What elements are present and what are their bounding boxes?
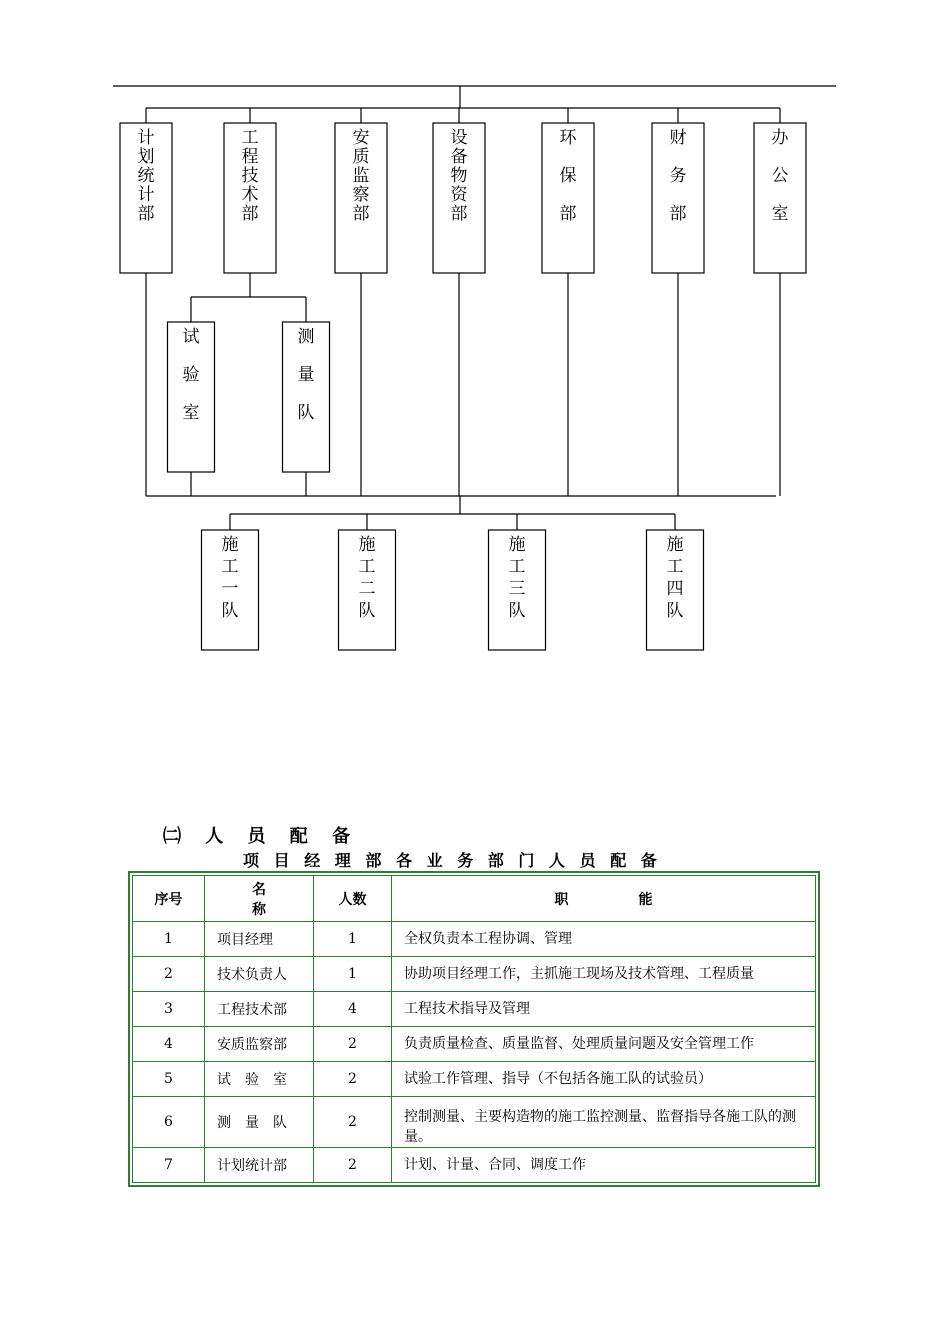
row-duty xyxy=(392,1097,816,1148)
dept-box xyxy=(120,123,172,273)
row-duty-text: 控制测量、主要构造物的施工监控测量、监督指导各施工队的测量。 xyxy=(404,1108,796,1146)
header-duty: 职 能 xyxy=(392,876,816,922)
table-row xyxy=(133,1062,816,1097)
table-row xyxy=(133,922,816,957)
dept-box xyxy=(224,123,276,273)
row-count: 4 xyxy=(314,992,392,1027)
staffing-table-frame xyxy=(128,871,820,1187)
row-duty xyxy=(392,1147,816,1182)
dept-box-label: 安质监察部 xyxy=(352,128,370,224)
table-body xyxy=(133,922,816,1183)
row-count: 1 xyxy=(314,957,392,992)
row-duty-text: 计划、计量、合同、调度工作 xyxy=(404,1156,586,1173)
row-no: 2 xyxy=(133,957,205,992)
dept-box xyxy=(652,123,704,273)
table-header-row xyxy=(133,876,816,922)
dept-box-label: 环保部 xyxy=(559,128,577,224)
section-title: ㈡ 人 员 配 备 xyxy=(163,826,360,847)
team-box xyxy=(339,530,396,650)
dept-box xyxy=(433,123,485,273)
row-name: 工程技术部 xyxy=(205,992,314,1027)
row-name: 技术负责人 xyxy=(205,957,314,992)
header-name-bottom: 称 xyxy=(252,901,266,918)
dept-box-label: 计划统计部 xyxy=(137,128,155,224)
team-box xyxy=(489,530,546,650)
sub-unit-box xyxy=(283,322,330,472)
row-count: 1 xyxy=(314,922,392,957)
table-row xyxy=(133,1097,816,1148)
row-name: 项目经理 xyxy=(205,922,314,957)
team-box-label: 施工四队 xyxy=(666,535,684,621)
table-row xyxy=(133,1147,816,1182)
dept-box-label: 设备物资部 xyxy=(450,128,468,224)
row-no: 4 xyxy=(133,1027,205,1062)
header-no: 序号 xyxy=(133,876,205,922)
staffing-table xyxy=(132,875,816,1183)
dept-box-label: 财务部 xyxy=(669,128,687,224)
row-duty-text: 试验工作管理、指导（不包括各施工队的试验员） xyxy=(404,1070,712,1087)
dept-box xyxy=(335,123,387,273)
table-row xyxy=(133,992,816,1027)
row-name: 安质监察部 xyxy=(205,1027,314,1062)
sub-unit-box-label: 试验室 xyxy=(182,327,200,423)
row-name: 计划统计部 xyxy=(205,1147,314,1182)
row-count: 2 xyxy=(314,1027,392,1062)
header-name-top: 名 xyxy=(252,881,266,898)
team-box-label: 施工三队 xyxy=(508,535,526,621)
table-caption: 项目经理部各业务部门人员配备 xyxy=(243,851,672,870)
row-name: 试 验 室 xyxy=(205,1062,314,1097)
dept-box xyxy=(542,123,594,273)
row-duty xyxy=(392,992,816,1027)
dept-box-label: 办公室 xyxy=(771,128,789,224)
row-duty xyxy=(392,1027,816,1062)
sub-unit-box xyxy=(168,322,215,472)
dept-box-label: 工程技术部 xyxy=(241,128,259,224)
row-no: 7 xyxy=(133,1147,205,1182)
row-no: 3 xyxy=(133,992,205,1027)
row-duty xyxy=(392,957,816,992)
sub-unit-box-label: 测量队 xyxy=(297,327,315,423)
row-count: 2 xyxy=(314,1147,392,1182)
team-box xyxy=(202,530,259,650)
row-name: 测 量 队 xyxy=(205,1097,314,1148)
team-box-label: 施工二队 xyxy=(358,535,376,621)
table-row xyxy=(133,1027,816,1062)
row-duty-text: 工程技术指导及管理 xyxy=(404,1000,530,1017)
dept-box xyxy=(754,123,806,273)
header-name xyxy=(205,876,314,922)
row-duty-text: 负责质量检查、质量监督、处理质量问题及安全管理工作 xyxy=(404,1035,754,1052)
row-duty-text: 全权负责本工程协调、管理 xyxy=(404,930,572,947)
row-no: 6 xyxy=(133,1097,205,1148)
team-box xyxy=(647,530,704,650)
row-duty xyxy=(392,1062,816,1097)
row-count: 2 xyxy=(314,1097,392,1148)
row-duty xyxy=(392,922,816,957)
row-no: 5 xyxy=(133,1062,205,1097)
org-chart-boxes xyxy=(120,123,806,650)
row-duty-text: 协助项目经理工作，主抓施工现场及技术管理、工程质量 xyxy=(404,965,754,982)
row-no: 1 xyxy=(133,922,205,957)
header-count: 人数 xyxy=(314,876,392,922)
row-count: 2 xyxy=(314,1062,392,1097)
team-box-label: 施工一队 xyxy=(221,535,239,621)
table-row xyxy=(133,957,816,992)
